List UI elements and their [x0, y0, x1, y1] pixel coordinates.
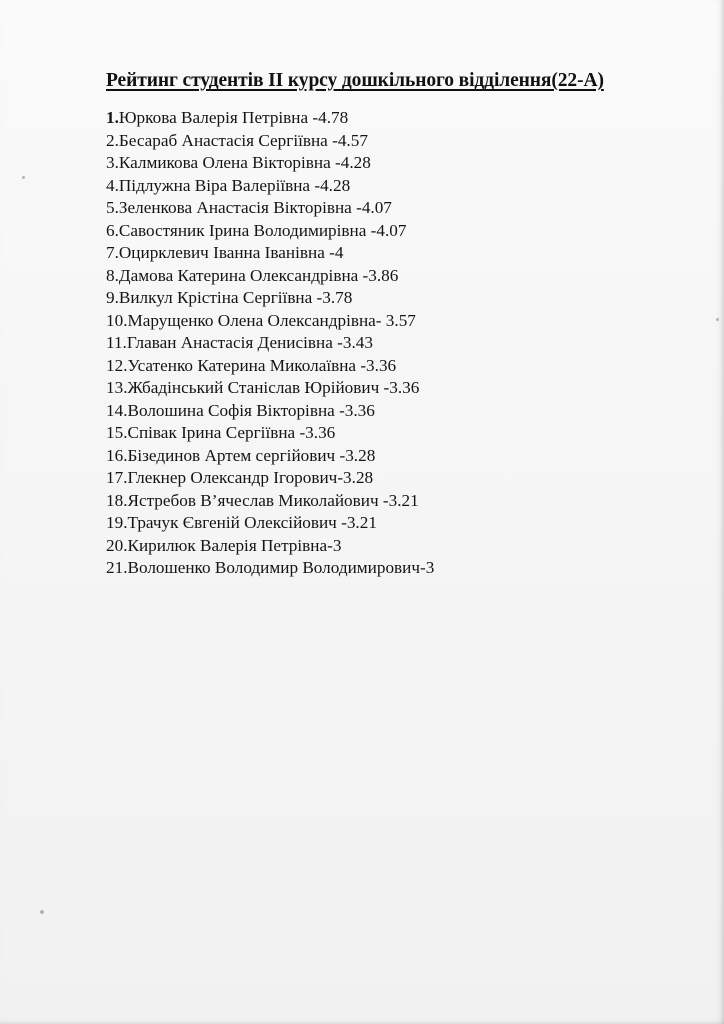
list-item-text: Бесараб Анастасія Сергіївна -4.57: [118, 130, 368, 150]
list-item-number: 18.: [106, 490, 128, 510]
list-item-text: Бізединов Артем сергійович -3.28: [127, 445, 376, 465]
list-item-number: 2.: [106, 130, 119, 150]
list-item-text: Кирилюк Валерія Петрівна-3: [127, 535, 342, 555]
list-item-text: Дамова Катерина Олександрівна -3.86: [118, 265, 399, 285]
list-item-number: 17.: [106, 468, 128, 487]
list-item: [106, 422, 434, 445]
list-item-text: Усатенко Катерина Миколаївна -3.36: [127, 355, 397, 375]
list-item-text: Юркова Валерія Петрівна -4.78: [118, 108, 349, 127]
list-item-number: 20.: [106, 535, 128, 555]
list-item-number: 4.: [106, 175, 119, 195]
list-item: [106, 512, 434, 535]
list-item: [106, 377, 434, 400]
list-item-text: Підлужна Віра Валеріївна -4.28: [118, 175, 351, 195]
list-item-text: Співак Ірина Сергіївна -3.36: [127, 423, 336, 442]
list-item: [106, 557, 434, 580]
list-item: [106, 400, 434, 423]
list-item-text: Глекнер Олександр Ігорович-3.28: [127, 468, 374, 487]
scan-speck: [22, 176, 25, 179]
list-item-number: 8.: [106, 265, 119, 285]
list-item: [106, 220, 434, 243]
list-item-number: 6.: [106, 220, 119, 240]
list-item-number: 14.: [106, 400, 128, 420]
list-item-text: Главан Анастасія Денисівна -3.43: [126, 333, 373, 352]
list-item-text: Ястребов В’ячеслав Миколайович -3.21: [127, 490, 419, 510]
list-item-number: 15.: [106, 423, 128, 442]
list-item-number: 12.: [106, 355, 128, 375]
list-item-text: Савостяник Ірина Володимирівна -4.07: [118, 220, 407, 240]
list-item-number: 7.: [106, 243, 119, 262]
list-item: [106, 490, 434, 513]
list-item-number: 13.: [106, 378, 128, 397]
list-item-text: Зеленкова Анастасія Вікторівна -4.07: [118, 198, 392, 217]
list-item-number: 21.: [106, 558, 128, 577]
list-item: [106, 310, 434, 333]
list-item: [106, 355, 434, 378]
list-item-number: 3.: [106, 153, 119, 172]
document-title: Рейтинг студентів II курсу дошкільного відділення(22-А): [106, 70, 604, 91]
list-item: [106, 130, 434, 153]
list-item: [106, 197, 434, 220]
list-item-text: Жбадінський Станіслав Юрійович -3.36: [127, 378, 420, 397]
list-item-text: Марущенко Олена Олександрівна- 3.57: [127, 310, 416, 330]
list-item-number: 5.: [106, 198, 119, 217]
list-item: [106, 332, 434, 355]
list-item-number: 19.: [106, 513, 128, 532]
list-item-number: 16.: [106, 445, 128, 465]
list-item: [106, 445, 434, 468]
scan-speck: [716, 318, 719, 321]
list-item: [106, 175, 434, 198]
list-item: [106, 152, 434, 175]
scan-speck: [40, 910, 44, 914]
list-item: [106, 287, 434, 310]
student-ranking-list: [106, 107, 434, 580]
list-item-text: Вилкул Крістіна Сергіївна -3.78: [118, 288, 353, 307]
list-item: [106, 265, 434, 288]
list-item: [106, 107, 434, 130]
list-item-number: 9.: [106, 288, 119, 307]
list-item: [106, 535, 434, 558]
list-item-text: Трачук Євгеній Олексійович -3.21: [127, 513, 377, 532]
list-item-text: Волошина Софія Вікторівна -3.36: [127, 400, 375, 420]
list-item-number: 1.: [106, 108, 119, 127]
list-item: [106, 467, 434, 490]
list-item-number: 10.: [106, 310, 128, 330]
list-item-number: 11.: [106, 333, 127, 352]
list-item-text: Оцирклевич Іванна Іванівна -4: [118, 243, 344, 262]
list-item: [106, 242, 434, 265]
list-item-text: Калмикова Олена Вікторівна -4.28: [118, 153, 371, 172]
list-item-text: Волошенко Володимир Володимирович-3: [127, 558, 435, 577]
